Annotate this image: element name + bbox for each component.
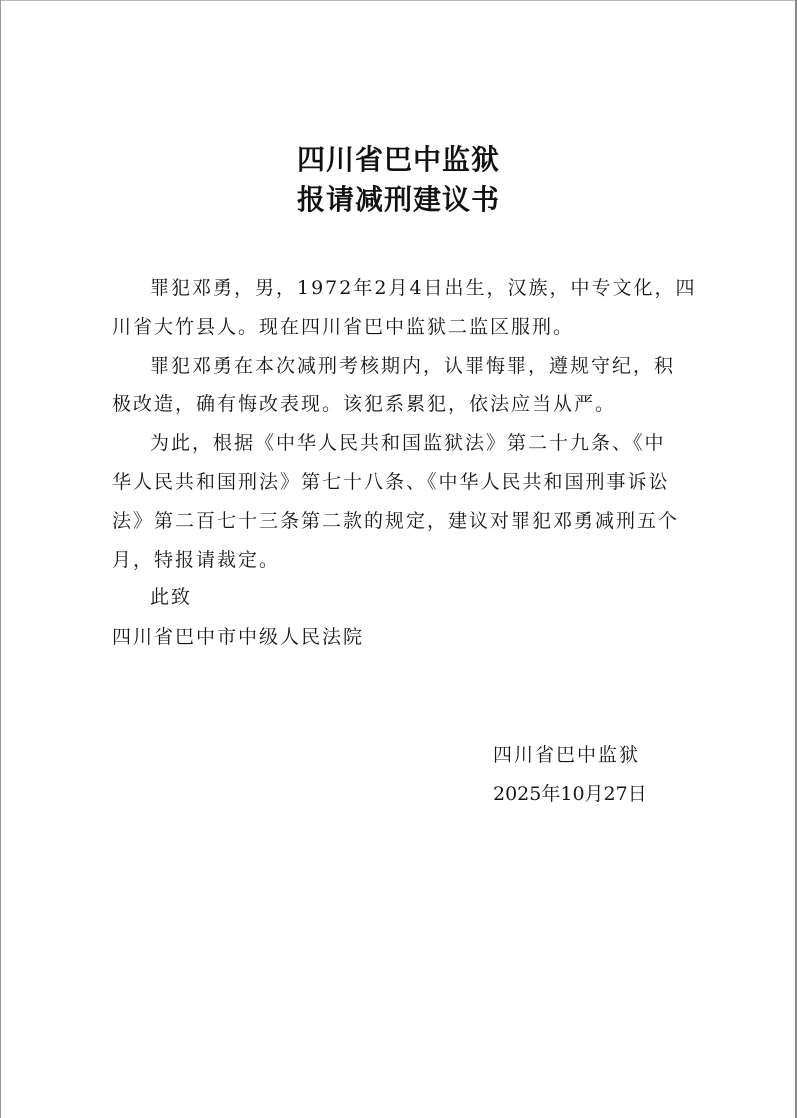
body-line: 为此，根据《中华人民共和国监狱法》第二十九条、《中	[150, 432, 666, 454]
body-line: 月，特报请裁定。	[112, 549, 281, 571]
body-line: 法》第二百七十三条第二款的规定，建议对罪犯邓勇减刑五个	[112, 510, 680, 532]
scan-edge-top	[0, 0, 797, 1]
signature-organization: 四川省巴中监狱	[493, 744, 641, 766]
body-line: 川省大竹县人。现在四川省巴中监狱二监区服刑。	[112, 316, 575, 338]
document-title-line-1: 四川省巴中监狱	[296, 143, 500, 176]
salutation: 此致	[150, 586, 193, 608]
body-line: 极改造，确有悔改表现。该犯系累犯，依法应当从严。	[112, 393, 617, 415]
body-line: 罪犯邓勇在本次减刑考核期内，认罪悔罪，遵规守纪，积	[150, 355, 676, 377]
signature-date: 2025年10月27日	[493, 783, 647, 805]
body-line: 华人民共和国刑法》第七十八条、《中华人民共和国刑事诉讼	[112, 471, 670, 493]
recipient: 四川省巴中市中级人民法院	[112, 626, 365, 648]
document-title-line-2: 报请减刑建议书	[296, 183, 500, 216]
body-line: 罪犯邓勇，男，1972年2月4日出生，汉族，中专文化，四	[150, 277, 697, 299]
